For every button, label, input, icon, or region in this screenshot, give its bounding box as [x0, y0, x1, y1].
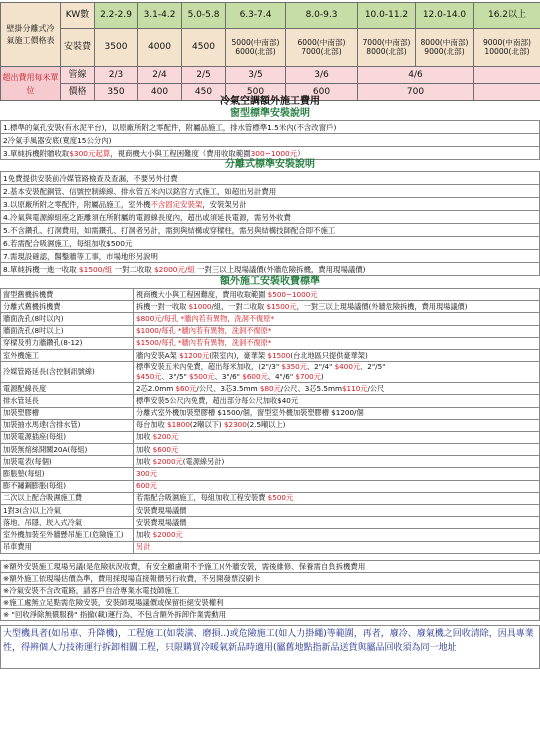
fee-text: (2噸以下)	[189, 420, 224, 430]
fee-price: $350元	[281, 362, 307, 372]
fee-text: 、2"/4"	[306, 362, 335, 372]
list-item-text: 一對三以上現場議價(外牆危險拆機，費用現場議價)	[194, 264, 366, 274]
fee-label: 二次以上配合吸濕施工費	[1, 492, 134, 504]
list-item-highlight: 不含固定安裝架	[150, 199, 203, 209]
fee-price: $450元	[136, 372, 162, 382]
price-value: 450	[182, 84, 226, 101]
fee-row	[1, 362, 540, 383]
install-value: 4500	[182, 29, 226, 67]
install-value: 3500	[95, 29, 138, 67]
fee-label: 加裝無熔絲開關20A(每組)	[1, 444, 134, 456]
fee-price: 600元	[136, 481, 157, 491]
fee-description	[134, 480, 540, 492]
fee-text: /公尺	[367, 383, 385, 393]
fee-text: 、2"/5"	[360, 362, 386, 372]
extra-cost-label: 超出費用每米單位	[1, 67, 61, 101]
fee-label: 1對3(含)以上冷氣	[1, 505, 134, 517]
pipe-value: 4/6	[358, 67, 474, 84]
list-item-text: ，視商機大小與工程困難度（費用收取範圍	[110, 148, 251, 158]
fee-text: 2芯2.0mm	[136, 383, 176, 393]
fee-price: $110元	[341, 383, 368, 393]
list-item-text: 5.不含鑽孔、打洞費用，如需鑽孔、打洞者另計，需到與結構或穿樑柱，需另與結構技師配合即不施工	[3, 225, 336, 235]
list-item-price: $300元起算	[69, 148, 111, 158]
fee-description	[134, 325, 540, 337]
fee-label: 分離式舊機拆機費	[1, 301, 134, 313]
fee-text: 安裝費現場議價	[136, 517, 187, 527]
fee-label: 膨不鏽鋼膨脹(每組)	[1, 480, 134, 492]
fee-price: $1000	[188, 301, 212, 311]
fee-price: $400元	[334, 362, 361, 372]
fee-text: /公尺、3芯3.5mm	[196, 383, 260, 393]
fee-text: 、3"/6"	[214, 372, 243, 382]
fee-price: $1200元	[179, 350, 210, 360]
list-item-text: 3.單純拆機附贈收取	[3, 148, 70, 158]
fee-label: 加裝電表(每個)	[1, 456, 134, 468]
kw-label: KW數	[61, 3, 95, 29]
fee-row	[1, 444, 540, 456]
pipe-value: 2/4	[138, 67, 182, 84]
list-item	[1, 198, 540, 211]
fee-description	[134, 395, 540, 407]
price-value: 500	[226, 84, 286, 101]
fee-label: 牆面洗孔(8吋以上)	[1, 325, 134, 337]
fee-text: 每台加收	[136, 420, 168, 430]
fee-price: $700元	[295, 372, 321, 382]
fee-price: $1000/每孔 *牆內若有異物，洗洞不復原*	[136, 326, 272, 336]
list-item-price: $1500/組	[78, 264, 113, 274]
list-item	[1, 211, 540, 224]
install-value-north: 7000(北部)	[301, 46, 342, 56]
list-item	[1, 185, 540, 198]
fee-label: 穿樑及剪力牆鑽孔(8-12)	[1, 337, 134, 349]
fee-price: 另計	[136, 542, 151, 552]
fee-label: 加裝電源插座(每組)	[1, 431, 134, 443]
fee-price: $1500元	[266, 301, 297, 311]
fee-price: $800元/每孔 *牆內若有異物，洗洞不復原*	[136, 313, 274, 323]
fee-price: 300元	[136, 469, 157, 479]
fee-label: 加裝抽水馬達(含排水管)	[1, 419, 134, 431]
fee-price: $200元	[152, 432, 179, 442]
fee-label: 吊車費用	[1, 541, 134, 553]
final-note: 大型機具者(如吊車、升降機)，工程施工(如裝潢、磨損..)或危險施工(如人力掛繩)等範圍，再者，廢冷、廢氣機之回收清除，因具專業性，得辨個人力技術運行拆卸相關工程，只限購買冷暖氣新品時適用(屬舊地點指新品送貨與屬品回收須為同一地址	[0, 625, 540, 669]
fee-text: 分離式室外機加裝塑膠槽 $1500/個，窗型室外機加裝塑膠槽 $1200/個	[136, 408, 364, 418]
list-item-text: 1免費提供安裝前冷媒管路檢查及查漏，不要另外付費	[3, 173, 178, 183]
fee-description	[134, 289, 540, 301]
price-label: 價格	[61, 84, 95, 101]
fee-description	[134, 407, 540, 419]
fee-label: 冷媒管路延長(含控制訊號線)	[1, 362, 134, 383]
note-item: ※ "回收淨除無償服務" 指撤(載)運行為，不包含額外拆卸作業需動用	[1, 609, 540, 621]
fee-row	[1, 419, 540, 431]
note-item: ※額外施工依現場估價為準，費用採現場直接報價另行收費，不另開發票沒刷卡	[1, 573, 540, 585]
fee-row	[1, 529, 540, 541]
fee-label: 室外機加裝至外牆懸吊施工(危險施工)	[1, 529, 134, 541]
fee-description	[134, 456, 540, 468]
fee-description	[134, 349, 540, 361]
fee-description	[134, 468, 540, 480]
fee-description	[134, 492, 540, 504]
fee-description	[134, 313, 540, 325]
list-item-price: $2000元/組	[153, 264, 195, 274]
window-section-list	[0, 120, 540, 160]
fee-description	[134, 337, 540, 349]
install-value	[358, 29, 416, 67]
fee-text: 加收	[136, 444, 153, 454]
fee-label: 電源配線長度	[1, 383, 134, 395]
fee-description	[134, 383, 540, 395]
list-item-text: 6.若需配合吸濕施工，每組加收$500元	[3, 238, 133, 248]
list-item	[1, 172, 540, 185]
fee-text: 標準安裝5公尺內免費，超出部分每公尺加收$40元	[136, 395, 299, 405]
fee-row	[1, 337, 540, 349]
pipe-label: 管線	[61, 67, 95, 84]
list-item	[1, 263, 540, 276]
install-value	[226, 29, 286, 67]
fee-price: $60元	[175, 383, 197, 393]
list-item-price: 300~1000元	[250, 148, 298, 158]
fee-description	[134, 541, 540, 553]
price-value: 600	[286, 84, 358, 101]
fee-price: $600元	[152, 444, 179, 454]
fee-label: 加裝塑膠槽	[1, 407, 134, 419]
fee-text: 、4"/6"	[267, 372, 296, 382]
fee-description	[134, 444, 540, 456]
fee-text: 標準安裝五米內免費，超出每米加收，(2"/3"	[136, 362, 282, 372]
note-item: ※施工處無立足點需危險安裝，安裝師現場議價或保留拒絕安裝權利	[1, 597, 540, 609]
fee-text: )	[320, 372, 324, 382]
kw-value: 6.3-7.4	[226, 3, 286, 29]
fee-text: 加收	[136, 529, 153, 539]
fee-text: (電源線另計)	[182, 456, 225, 466]
fee-text: (2.5噸以上)	[246, 420, 286, 430]
note-item: ※額外安裝施工現場另議(是危險狀況收費，有安全顧慮期不予施工)(外牆安裝，需後維修、保養需自負拆機費用	[1, 561, 540, 573]
list-item-text: 4.冷氣與電源線組座之距離須在所附屬的電源線長度內，超出或須延長電源，需另外收費	[3, 212, 291, 222]
fee-description	[134, 362, 540, 383]
fee-row	[1, 492, 540, 504]
fee-price: $500元	[189, 372, 215, 382]
kw-value: 2.2-2.9	[95, 3, 138, 29]
fee-row	[1, 383, 540, 395]
fee-label: 膨脹墊(每組)	[1, 468, 134, 480]
install-value-north: 9000(北部)	[424, 46, 465, 56]
list-item-text: 一對二收取	[112, 264, 154, 274]
install-value-south: 9000(中南部)	[482, 37, 532, 47]
install-value-south: 8000(中南部)	[420, 37, 469, 47]
kw-value: 16.2以上	[474, 3, 540, 29]
fee-label: 排水管延長	[1, 395, 134, 407]
kw-value: 10.0-11.2	[358, 3, 416, 29]
fee-label: 落地、吊隱、崁入式冷氣	[1, 517, 134, 529]
list-item-text: 2冷氣手風器安底(寬度15公分內)	[3, 135, 112, 145]
notes-list	[0, 560, 540, 621]
kw-value: 5.0-5.8	[182, 3, 226, 29]
fee-row	[1, 313, 540, 325]
fee-text: 、3"/5"	[161, 372, 190, 382]
list-item	[1, 134, 540, 147]
list-item	[1, 147, 540, 160]
fee-text: 拆機一對一收取	[136, 301, 189, 311]
list-item	[1, 121, 540, 134]
window-section-title: 窗型標準安裝說明	[230, 108, 310, 119]
pipe-value: 3/6	[286, 67, 358, 84]
note-item: ※冷氣安裝不含改電路，請客戶自洽專業水電技師施工	[1, 585, 540, 597]
price-table-title: 壁掛分離式冷氣施工價格表	[1, 3, 61, 67]
kw-value: 8.0-9.3	[286, 3, 358, 29]
fee-row	[1, 395, 540, 407]
fee-row	[1, 541, 540, 553]
list-item-text: 3.以原廠所附之零配件，附屬品施工，室外機	[3, 199, 151, 209]
fee-row	[1, 517, 540, 529]
list-item-text: 8.單純拆機一進一收取	[3, 264, 79, 274]
list-item-text: 2.基本安裝配銅管、信號控制線線、排水管五米內以銘官方式施工，如超出另計費用	[3, 186, 277, 196]
fee-text: (限室內)，豪華架	[209, 350, 268, 360]
extra-section-title: 額外施工安裝收費標準	[220, 276, 320, 287]
fee-text: 若需配合吸濕施工，每組加收工程安裝費	[136, 493, 268, 503]
list-item-text: 7.需現設確認，醫鑿牆等工事，市場地形另說明	[3, 251, 158, 261]
fee-price: $80元	[259, 383, 281, 393]
split-section-title: 分離式標準安裝說明	[225, 159, 315, 170]
fee-price: $500元	[267, 493, 294, 503]
fee-description	[134, 431, 540, 443]
fee-price: $1500/每孔 *牆內若有異物，洗洞不復原*	[136, 338, 272, 348]
kw-value: 3.1-4.2	[138, 3, 182, 29]
install-value: 4000	[138, 29, 182, 67]
fee-price: $1800	[167, 420, 190, 430]
fee-price: $2300	[223, 420, 247, 430]
install-value	[286, 29, 358, 67]
fee-row	[1, 301, 540, 313]
fee-text: /公尺、3芯5.5mm	[280, 383, 342, 393]
main-title: 冷氣空調額外施工費用	[220, 96, 320, 107]
fee-text: 視商機大小與工程困難度，費用收取範圍	[136, 289, 268, 299]
fee-price: $2000元	[152, 529, 183, 539]
price-table	[0, 2, 540, 101]
fee-text: ，一對三以上現場議價(外牆危險拆機，費用現場議價)	[296, 301, 468, 311]
install-value-south: 6000(中南部)	[297, 37, 346, 47]
install-value	[474, 29, 540, 67]
fee-price: $1500	[267, 350, 291, 360]
fee-price: $2000元	[152, 456, 183, 466]
fee-description	[134, 517, 540, 529]
kw-value: 12.0-14.0	[416, 3, 474, 29]
install-value-north: 8000(北部)	[366, 46, 407, 56]
list-item-text: ）	[297, 148, 305, 158]
install-label: 安裝費	[61, 29, 95, 67]
extra-fee-table	[0, 288, 540, 554]
list-item-text: ，安裝架另計	[202, 199, 247, 209]
list-item-text: 1.標準的氣孔安裝(有水泥平台)，以原廠所附之零配件，附屬品施工，排水管標準1.5米內(不含改窗戶)	[3, 122, 337, 132]
fee-label: 窗型舊機拆機費	[1, 289, 134, 301]
install-value-south: 5000(中南部)	[231, 37, 280, 47]
fee-row	[1, 456, 540, 468]
fee-text: /組，一對二收取	[211, 301, 267, 311]
fee-row	[1, 480, 540, 492]
price-value: 400	[138, 84, 182, 101]
install-value-north: 6000(北部)	[235, 46, 276, 56]
install-value-south: 7000(中南部)	[362, 37, 411, 47]
fee-text: 加收	[136, 456, 153, 466]
price-value: 350	[95, 84, 138, 101]
fee-row	[1, 289, 540, 301]
fee-text: 加收	[136, 432, 153, 442]
fee-row	[1, 468, 540, 480]
fee-price: $600元	[242, 372, 268, 382]
fee-label: 牆面洗孔(8吋以內)	[1, 313, 134, 325]
fee-text: 安裝費現場議價	[136, 505, 187, 515]
price-value: 700	[358, 84, 474, 101]
split-section-list	[0, 171, 540, 276]
fee-row	[1, 505, 540, 517]
fee-row	[1, 349, 540, 361]
pipe-value: 2/3	[95, 67, 138, 84]
fee-row	[1, 325, 540, 337]
install-value-north: 10000(北部)	[484, 46, 530, 56]
fee-row	[1, 407, 540, 419]
pipe-value: 2/5	[182, 67, 226, 84]
install-value	[416, 29, 474, 67]
list-item	[1, 250, 540, 263]
fee-label: 室外機施工	[1, 349, 134, 361]
fee-row	[1, 431, 540, 443]
list-item	[1, 237, 540, 250]
list-item	[1, 224, 540, 237]
fee-text: (台北地區只提供豪華架)	[290, 350, 368, 360]
fee-description	[134, 419, 540, 431]
fee-price: $500~1000元	[267, 289, 318, 299]
pipe-empty	[474, 67, 540, 84]
pipe-value: 3/5	[226, 67, 286, 84]
fee-description	[134, 301, 540, 313]
fee-text: 牆內安裝A架	[136, 350, 180, 360]
fee-description	[134, 505, 540, 517]
fee-description	[134, 529, 540, 541]
